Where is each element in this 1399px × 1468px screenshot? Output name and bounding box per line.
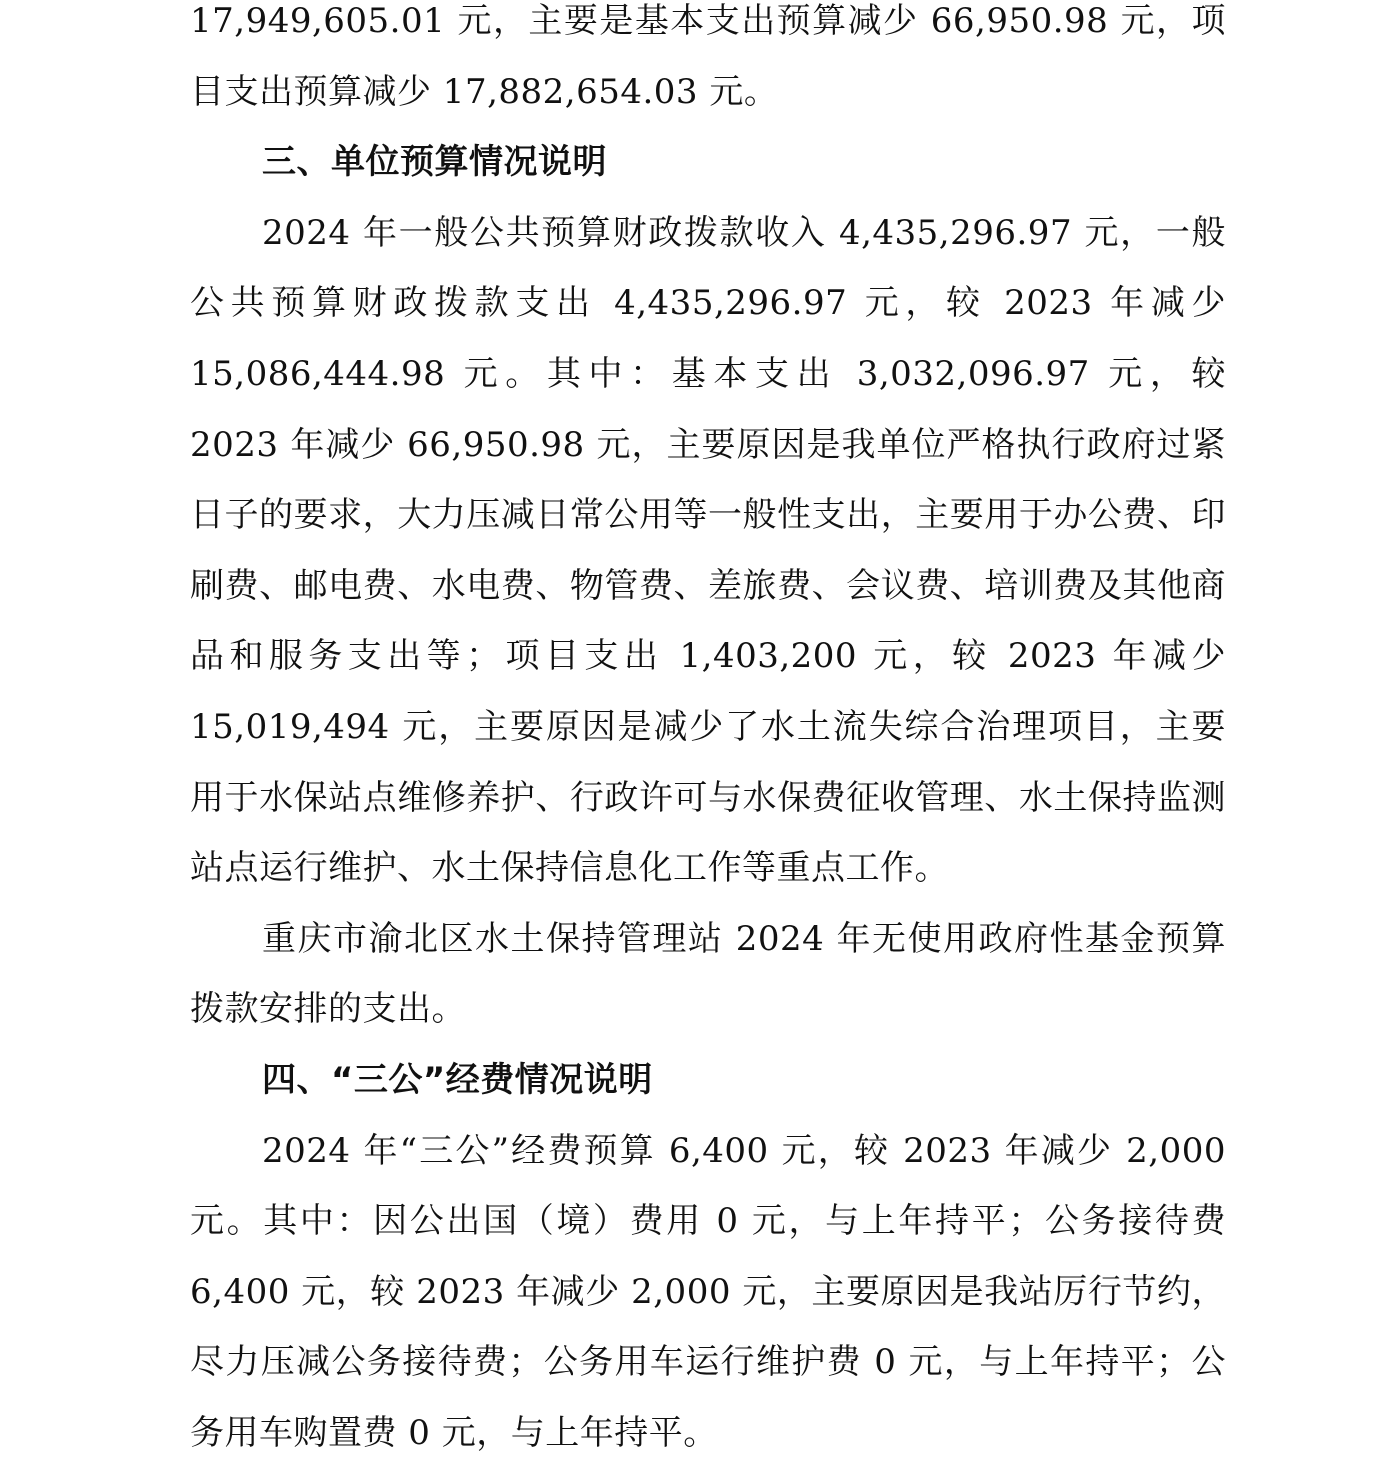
paragraph-three-public-expenses: 2024 年“三公”经费预算 6,400 元，较 2023 年减少 2,000 元。其中：因公出国（境）费用 0 元，与上年持平；公务接待费 6,400 元，较 2023 年减少 2,000 元，主要原因是我站厉行节约，尽力压减公务接待费；公务用车运行维护费 0 元，与上年持平；公务用车购置费 0 元，与上年持平。 (190, 1116, 1226, 1468)
section-heading-three-public: 四、“三公”经费情况说明 (190, 1045, 1226, 1116)
section-heading-unit-budget: 三、单位预算情况说明 (190, 127, 1226, 198)
paragraph-government-fund: 重庆市渝北区水土保持管理站 2024 年无使用政府性基金预算拨款安排的支出。 (190, 904, 1226, 1045)
paragraph-general-budget: 2024 年一般公共预算财政拨款收入 4,435,296.97 元，一般公共预算财政拨款支出 4,435,296.97 元，较 2023 年减少 15,086,444.98 元。其中：基本支出 3,032,096.97 元，较 2023 年减少 66,950.98 元，主要原因是我单位严格执行政府过紧日子的要求，大力压减日常公用等一般性支出，主要用于办公费、印刷费、邮电费、水电费、物管费、差旅费、会议费、培训费及其他商品和服务支出等；项目支出 1,403,200 元，较 2023 年减少 15,019,494 元，主要原因是减少了水土流失综合治理项目，主要用于水保站点维修养护、行政许可与水保费征收管理、水土保持监测站点运行维护、水土保持信息化工作等重点工作。 (190, 198, 1226, 904)
document-body (190, 0, 1226, 1468)
paragraph-continued: 17,949,605.01 元，主要是基本支出预算减少 66,950.98 元，项目支出预算减少 17,882,654.03 元。 (190, 0, 1226, 127)
